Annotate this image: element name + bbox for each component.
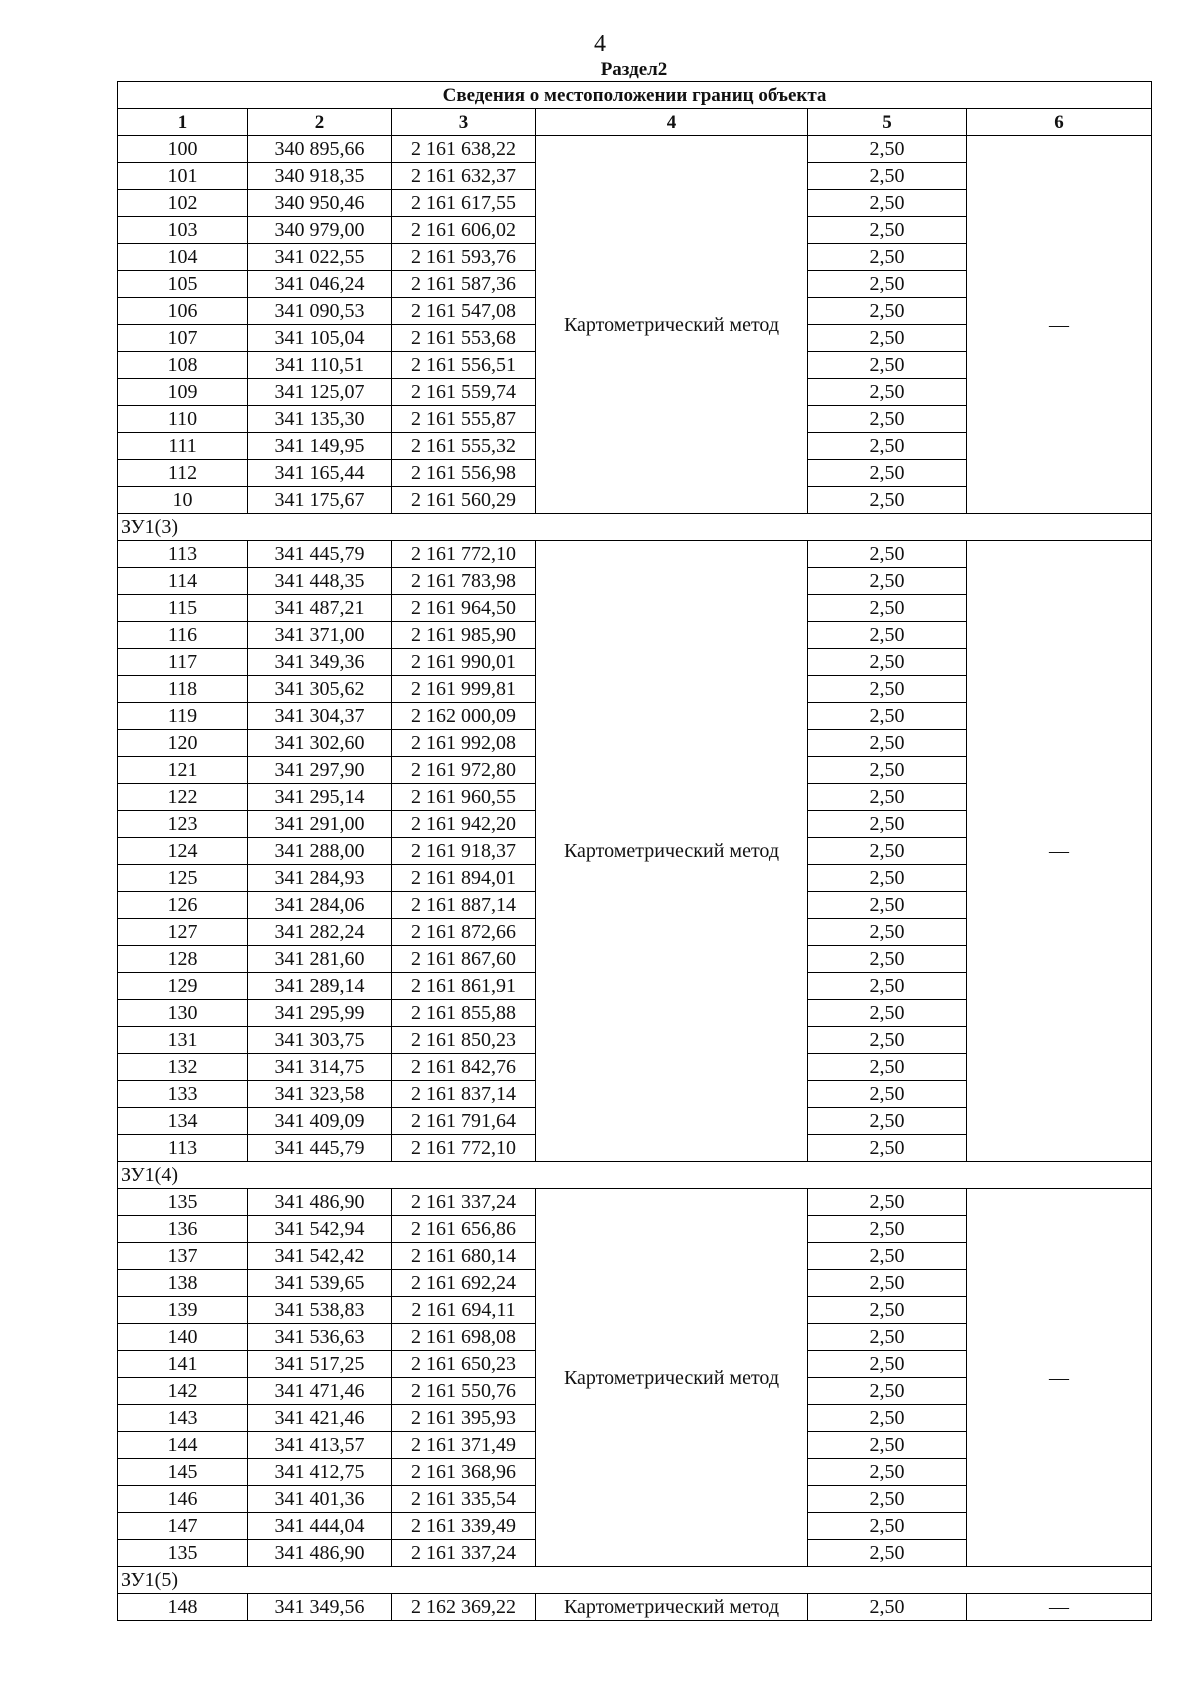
coord-y: 2 161 606,02 xyxy=(392,217,536,244)
group-label-row xyxy=(118,1162,1152,1189)
coord-y: 2 161 783,98 xyxy=(392,568,536,595)
point-number: 148 xyxy=(118,1594,248,1621)
coord-y: 2 161 339,49 xyxy=(392,1513,536,1540)
point-number: 115 xyxy=(118,595,248,622)
coord-y: 2 161 368,96 xyxy=(392,1459,536,1486)
coord-x: 341 175,67 xyxy=(248,487,392,514)
point-number: 108 xyxy=(118,352,248,379)
accuracy: 2,50 xyxy=(808,1135,967,1162)
point-number: 110 xyxy=(118,406,248,433)
coord-y: 2 161 867,60 xyxy=(392,946,536,973)
accuracy: 2,50 xyxy=(808,973,967,1000)
point-number: 103 xyxy=(118,217,248,244)
accuracy: 2,50 xyxy=(808,946,967,973)
coord-x: 340 950,46 xyxy=(248,190,392,217)
accuracy: 2,50 xyxy=(808,838,967,865)
coord-y: 2 161 894,01 xyxy=(392,865,536,892)
point-number: 135 xyxy=(118,1189,248,1216)
accuracy: 2,50 xyxy=(808,1081,967,1108)
coord-y: 2 161 992,08 xyxy=(392,730,536,757)
coord-x: 341 538,83 xyxy=(248,1297,392,1324)
accuracy: 2,50 xyxy=(808,541,967,568)
coord-y: 2 161 337,24 xyxy=(392,1189,536,1216)
point-number: 118 xyxy=(118,676,248,703)
coord-x: 341 323,58 xyxy=(248,1081,392,1108)
point-number: 127 xyxy=(118,919,248,946)
coord-x: 341 445,79 xyxy=(248,541,392,568)
coord-y: 2 161 550,76 xyxy=(392,1378,536,1405)
coord-y: 2 161 837,14 xyxy=(392,1081,536,1108)
table-row xyxy=(118,136,1152,163)
coord-x: 341 445,79 xyxy=(248,1135,392,1162)
column-header-1: 1 xyxy=(118,109,248,136)
coord-y: 2 161 560,29 xyxy=(392,487,536,514)
table-row xyxy=(118,1189,1152,1216)
coord-y: 2 161 617,55 xyxy=(392,190,536,217)
accuracy: 2,50 xyxy=(808,865,967,892)
accuracy: 2,50 xyxy=(808,217,967,244)
coord-y: 2 162 000,09 xyxy=(392,703,536,730)
point-number: 105 xyxy=(118,271,248,298)
coord-y: 2 161 698,08 xyxy=(392,1324,536,1351)
note-cell: — xyxy=(967,541,1152,1162)
coord-y: 2 161 692,24 xyxy=(392,1270,536,1297)
accuracy: 2,50 xyxy=(808,649,967,676)
coord-y: 2 161 942,20 xyxy=(392,811,536,838)
accuracy: 2,50 xyxy=(808,1216,967,1243)
group-label: ЗУ1(3) xyxy=(118,514,1152,541)
point-number: 122 xyxy=(118,784,248,811)
accuracy: 2,50 xyxy=(808,1000,967,1027)
coord-y: 2 161 337,24 xyxy=(392,1540,536,1567)
point-number: 129 xyxy=(118,973,248,1000)
point-number: 109 xyxy=(118,379,248,406)
accuracy: 2,50 xyxy=(808,379,967,406)
accuracy: 2,50 xyxy=(808,244,967,271)
table-body xyxy=(118,136,1152,1621)
section-title: Раздел2 xyxy=(600,59,668,80)
method-cell: Картометрический метод xyxy=(536,1594,808,1621)
table-row xyxy=(118,541,1152,568)
table-title-row xyxy=(118,82,1152,109)
group-label: ЗУ1(5) xyxy=(118,1567,1152,1594)
coord-x: 341 282,24 xyxy=(248,919,392,946)
accuracy: 2,50 xyxy=(808,406,967,433)
accuracy: 2,50 xyxy=(808,1432,967,1459)
accuracy: 2,50 xyxy=(808,1513,967,1540)
accuracy: 2,50 xyxy=(808,622,967,649)
accuracy: 2,50 xyxy=(808,703,967,730)
coord-x: 341 046,24 xyxy=(248,271,392,298)
point-number: 136 xyxy=(118,1216,248,1243)
accuracy: 2,50 xyxy=(808,163,967,190)
coord-y: 2 161 556,98 xyxy=(392,460,536,487)
point-number: 107 xyxy=(118,325,248,352)
column-header-4: 4 xyxy=(536,109,808,136)
coord-x: 341 314,75 xyxy=(248,1054,392,1081)
accuracy: 2,50 xyxy=(808,190,967,217)
accuracy: 2,50 xyxy=(808,1459,967,1486)
point-number: 113 xyxy=(118,1135,248,1162)
coord-x: 341 486,90 xyxy=(248,1189,392,1216)
point-number: 106 xyxy=(118,298,248,325)
coord-x: 341 421,46 xyxy=(248,1405,392,1432)
point-number: 113 xyxy=(118,541,248,568)
coord-y: 2 161 559,74 xyxy=(392,379,536,406)
point-number: 101 xyxy=(118,163,248,190)
point-number: 139 xyxy=(118,1297,248,1324)
coord-x: 341 284,06 xyxy=(248,892,392,919)
coord-y: 2 161 555,87 xyxy=(392,406,536,433)
coord-y: 2 161 964,50 xyxy=(392,595,536,622)
accuracy: 2,50 xyxy=(808,1027,967,1054)
coord-x: 341 105,04 xyxy=(248,325,392,352)
accuracy: 2,50 xyxy=(808,1405,967,1432)
accuracy: 2,50 xyxy=(808,1594,967,1621)
coord-x: 341 135,30 xyxy=(248,406,392,433)
coord-x: 340 895,66 xyxy=(248,136,392,163)
coord-y: 2 161 842,76 xyxy=(392,1054,536,1081)
coord-y: 2 161 960,55 xyxy=(392,784,536,811)
coord-y: 2 162 369,22 xyxy=(392,1594,536,1621)
method-cell: Картометрический метод xyxy=(536,541,808,1162)
group-label-row xyxy=(118,514,1152,541)
coord-x: 341 487,21 xyxy=(248,595,392,622)
page-number: 4 xyxy=(594,31,606,57)
boundaries-table xyxy=(117,81,1152,1621)
coord-y: 2 161 772,10 xyxy=(392,1135,536,1162)
note-cell: — xyxy=(967,1189,1152,1567)
accuracy: 2,50 xyxy=(808,1378,967,1405)
coord-x: 340 979,00 xyxy=(248,217,392,244)
table-header-row xyxy=(118,109,1152,136)
accuracy: 2,50 xyxy=(808,1324,967,1351)
coord-x: 341 371,00 xyxy=(248,622,392,649)
accuracy: 2,50 xyxy=(808,1351,967,1378)
coord-y: 2 161 918,37 xyxy=(392,838,536,865)
coord-x: 341 297,90 xyxy=(248,757,392,784)
table-title: Сведения о местоположении границ объекта xyxy=(118,82,1152,109)
coord-y: 2 161 650,23 xyxy=(392,1351,536,1378)
accuracy: 2,50 xyxy=(808,352,967,379)
coord-x: 341 517,25 xyxy=(248,1351,392,1378)
point-number: 142 xyxy=(118,1378,248,1405)
accuracy: 2,50 xyxy=(808,1189,967,1216)
point-number: 144 xyxy=(118,1432,248,1459)
coord-y: 2 161 887,14 xyxy=(392,892,536,919)
coord-x: 341 110,51 xyxy=(248,352,392,379)
coord-x: 341 536,63 xyxy=(248,1324,392,1351)
coord-x: 341 291,00 xyxy=(248,811,392,838)
coord-x: 341 281,60 xyxy=(248,946,392,973)
coord-x: 341 149,95 xyxy=(248,433,392,460)
point-number: 120 xyxy=(118,730,248,757)
point-number: 10 xyxy=(118,487,248,514)
coord-x: 341 413,57 xyxy=(248,1432,392,1459)
point-number: 135 xyxy=(118,1540,248,1567)
note-cell: — xyxy=(967,1594,1152,1621)
table-row xyxy=(118,1594,1152,1621)
point-number: 140 xyxy=(118,1324,248,1351)
coord-x: 341 444,04 xyxy=(248,1513,392,1540)
accuracy: 2,50 xyxy=(808,784,967,811)
accuracy: 2,50 xyxy=(808,1243,967,1270)
point-number: 147 xyxy=(118,1513,248,1540)
accuracy: 2,50 xyxy=(808,271,967,298)
column-header-3: 3 xyxy=(392,109,536,136)
column-header-5: 5 xyxy=(808,109,967,136)
coord-y: 2 161 553,68 xyxy=(392,325,536,352)
accuracy: 2,50 xyxy=(808,811,967,838)
point-number: 137 xyxy=(118,1243,248,1270)
point-number: 123 xyxy=(118,811,248,838)
point-number: 131 xyxy=(118,1027,248,1054)
coord-x: 340 918,35 xyxy=(248,163,392,190)
coord-x: 341 303,75 xyxy=(248,1027,392,1054)
coord-x: 341 305,62 xyxy=(248,676,392,703)
coord-y: 2 161 555,32 xyxy=(392,433,536,460)
accuracy: 2,50 xyxy=(808,487,967,514)
coord-y: 2 161 990,01 xyxy=(392,649,536,676)
accuracy: 2,50 xyxy=(808,460,967,487)
point-number: 114 xyxy=(118,568,248,595)
method-cell: Картометрический метод xyxy=(536,1189,808,1567)
accuracy: 2,50 xyxy=(808,676,967,703)
coord-x: 341 288,00 xyxy=(248,838,392,865)
point-number: 133 xyxy=(118,1081,248,1108)
accuracy: 2,50 xyxy=(808,1054,967,1081)
group-label-row xyxy=(118,1567,1152,1594)
accuracy: 2,50 xyxy=(808,595,967,622)
coord-x: 341 022,55 xyxy=(248,244,392,271)
coord-y: 2 161 395,93 xyxy=(392,1405,536,1432)
coord-y: 2 161 872,66 xyxy=(392,919,536,946)
point-number: 100 xyxy=(118,136,248,163)
coord-y: 2 161 999,81 xyxy=(392,676,536,703)
group-label: ЗУ1(4) xyxy=(118,1162,1152,1189)
coord-y: 2 161 861,91 xyxy=(392,973,536,1000)
coord-y: 2 161 547,08 xyxy=(392,298,536,325)
accuracy: 2,50 xyxy=(808,1297,967,1324)
accuracy: 2,50 xyxy=(808,298,967,325)
coord-y: 2 161 638,22 xyxy=(392,136,536,163)
coord-y: 2 161 850,23 xyxy=(392,1027,536,1054)
point-number: 116 xyxy=(118,622,248,649)
coord-x: 341 409,09 xyxy=(248,1108,392,1135)
point-number: 121 xyxy=(118,757,248,784)
point-number: 143 xyxy=(118,1405,248,1432)
point-number: 117 xyxy=(118,649,248,676)
coord-y: 2 161 855,88 xyxy=(392,1000,536,1027)
coord-y: 2 161 985,90 xyxy=(392,622,536,649)
coord-y: 2 161 680,14 xyxy=(392,1243,536,1270)
accuracy: 2,50 xyxy=(808,136,967,163)
coord-y: 2 161 593,76 xyxy=(392,244,536,271)
point-number: 130 xyxy=(118,1000,248,1027)
point-number: 146 xyxy=(118,1486,248,1513)
coord-x: 341 165,44 xyxy=(248,460,392,487)
point-number: 126 xyxy=(118,892,248,919)
point-number: 125 xyxy=(118,865,248,892)
accuracy: 2,50 xyxy=(808,1486,967,1513)
accuracy: 2,50 xyxy=(808,730,967,757)
accuracy: 2,50 xyxy=(808,568,967,595)
point-number: 138 xyxy=(118,1270,248,1297)
point-number: 134 xyxy=(118,1108,248,1135)
coord-x: 341 448,35 xyxy=(248,568,392,595)
point-number: 104 xyxy=(118,244,248,271)
coord-x: 341 401,36 xyxy=(248,1486,392,1513)
coord-x: 341 486,90 xyxy=(248,1540,392,1567)
coord-x: 341 412,75 xyxy=(248,1459,392,1486)
accuracy: 2,50 xyxy=(808,325,967,352)
point-number: 145 xyxy=(118,1459,248,1486)
point-number: 102 xyxy=(118,190,248,217)
point-number: 112 xyxy=(118,460,248,487)
coord-x: 341 090,53 xyxy=(248,298,392,325)
coord-x: 341 542,42 xyxy=(248,1243,392,1270)
accuracy: 2,50 xyxy=(808,1540,967,1567)
accuracy: 2,50 xyxy=(808,433,967,460)
coord-y: 2 161 772,10 xyxy=(392,541,536,568)
coord-y: 2 161 632,37 xyxy=(392,163,536,190)
point-number: 119 xyxy=(118,703,248,730)
coord-y: 2 161 371,49 xyxy=(392,1432,536,1459)
coord-y: 2 161 587,36 xyxy=(392,271,536,298)
coord-x: 341 471,46 xyxy=(248,1378,392,1405)
point-number: 141 xyxy=(118,1351,248,1378)
column-header-6: 6 xyxy=(967,109,1152,136)
accuracy: 2,50 xyxy=(808,892,967,919)
point-number: 132 xyxy=(118,1054,248,1081)
coord-x: 341 349,36 xyxy=(248,649,392,676)
coord-x: 341 349,56 xyxy=(248,1594,392,1621)
accuracy: 2,50 xyxy=(808,1108,967,1135)
accuracy: 2,50 xyxy=(808,757,967,784)
column-header-2: 2 xyxy=(248,109,392,136)
coord-y: 2 161 556,51 xyxy=(392,352,536,379)
note-cell: — xyxy=(967,136,1152,514)
coord-y: 2 161 656,86 xyxy=(392,1216,536,1243)
accuracy: 2,50 xyxy=(808,919,967,946)
coord-y: 2 161 791,64 xyxy=(392,1108,536,1135)
coord-y: 2 161 335,54 xyxy=(392,1486,536,1513)
coord-x: 341 289,14 xyxy=(248,973,392,1000)
method-cell: Картометрический метод xyxy=(536,136,808,514)
coord-x: 341 125,07 xyxy=(248,379,392,406)
accuracy: 2,50 xyxy=(808,1270,967,1297)
coord-y: 2 161 972,80 xyxy=(392,757,536,784)
coord-x: 341 295,99 xyxy=(248,1000,392,1027)
point-number: 128 xyxy=(118,946,248,973)
coord-x: 341 295,14 xyxy=(248,784,392,811)
coord-x: 341 539,65 xyxy=(248,1270,392,1297)
point-number: 111 xyxy=(118,433,248,460)
coord-x: 341 284,93 xyxy=(248,865,392,892)
point-number: 124 xyxy=(118,838,248,865)
coord-x: 341 304,37 xyxy=(248,703,392,730)
coord-y: 2 161 694,11 xyxy=(392,1297,536,1324)
coord-x: 341 302,60 xyxy=(248,730,392,757)
coord-x: 341 542,94 xyxy=(248,1216,392,1243)
